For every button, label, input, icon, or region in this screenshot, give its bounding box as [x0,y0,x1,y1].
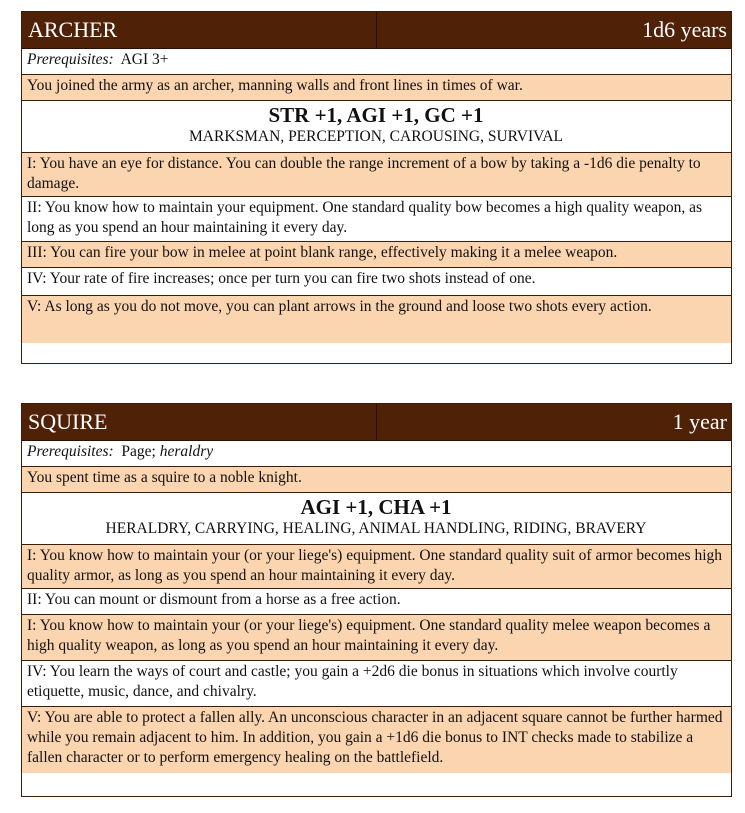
career-name: SQUIRE [22,404,377,440]
prerequisites-value: Page; [121,443,160,460]
career-card-archer [21,11,732,364]
prerequisites-row [22,49,731,75]
level-row: V: As long as you do not move, you can plant arrows in the ground and loose two shots every action. [22,296,731,343]
prerequisites-label: Prerequisites: [27,51,114,68]
attribute-row [22,493,731,545]
career-name: ARCHER [22,12,377,48]
career-header [22,12,731,49]
description-row [22,467,731,493]
level-row: IV: Your rate of fire increases; once per turn you can fire two shots instead of one. [22,268,731,296]
level-row: V: You are able to protect a fallen ally. An unconscious character in an adjacent square cannot be further harmed while you remain adjacent to him. In addition, you gain a +1d6 die bonus to INT checks made to stabilize a fallen character or to perform emergency healing on the battlefield. [22,707,731,773]
level-row: II: You can mount or dismount from a horse as a free action. [22,589,731,615]
career-duration: 1 year [672,409,727,434]
level-row: I: You know how to maintain your (or your liege's) equipment. One standard quality suit of armor becomes high quality armor, as long as you spend an hour maintaining it every day. [22,545,731,589]
attribute-bonuses: AGI +1, CHA +1 [300,495,452,519]
attribute-row [22,101,731,153]
prerequisites-label: Prerequisites: [27,443,114,460]
level-row: I: You have an eye for distance. You can double the range increment of a bow by taking a -1d6 die penalty to damage. [22,153,731,197]
level-row: IV: You learn the ways of court and castle; you gain a +2d6 die bonus in situations which involve courtly etiquette, music, dance, and chivalry. [22,661,731,707]
level-row: II: You know how to maintain your equipment. One standard quality bow becomes a high quality weapon, as long as you spend an hour maintaining it every day. [22,197,731,242]
career-description: You spent time as a squire to a noble knight. [27,469,302,486]
prerequisites-row [22,441,731,467]
career-card-squire [21,403,732,797]
career-header [22,404,731,441]
level-row: III: You can fire your bow in melee at point blank range, effectively making it a melee weapon. [22,242,731,268]
career-duration: 1d6 years [642,17,727,42]
skill-list: MARKSMAN, PERCEPTION, CAROUSING, SURVIVAL [189,128,563,145]
prerequisites-value: AGI 3+ [120,51,169,68]
level-row: I: You know how to maintain your (or your liege's) equipment. One standard quality melee weapon becomes a high quality weapon, as long as you spend an hour maintaining it every day. [22,615,731,661]
prerequisites-skill: heraldry [159,443,214,460]
skill-list: HERALDRY, CARRYING, HEALING, ANIMAL HANDLING, RIDING, BRAVERY [105,520,647,537]
description-row [22,75,731,101]
career-description: You joined the army as an archer, manning walls and front lines in times of war. [27,77,523,94]
attribute-bonuses: STR +1, AGI +1, GC +1 [268,103,484,127]
